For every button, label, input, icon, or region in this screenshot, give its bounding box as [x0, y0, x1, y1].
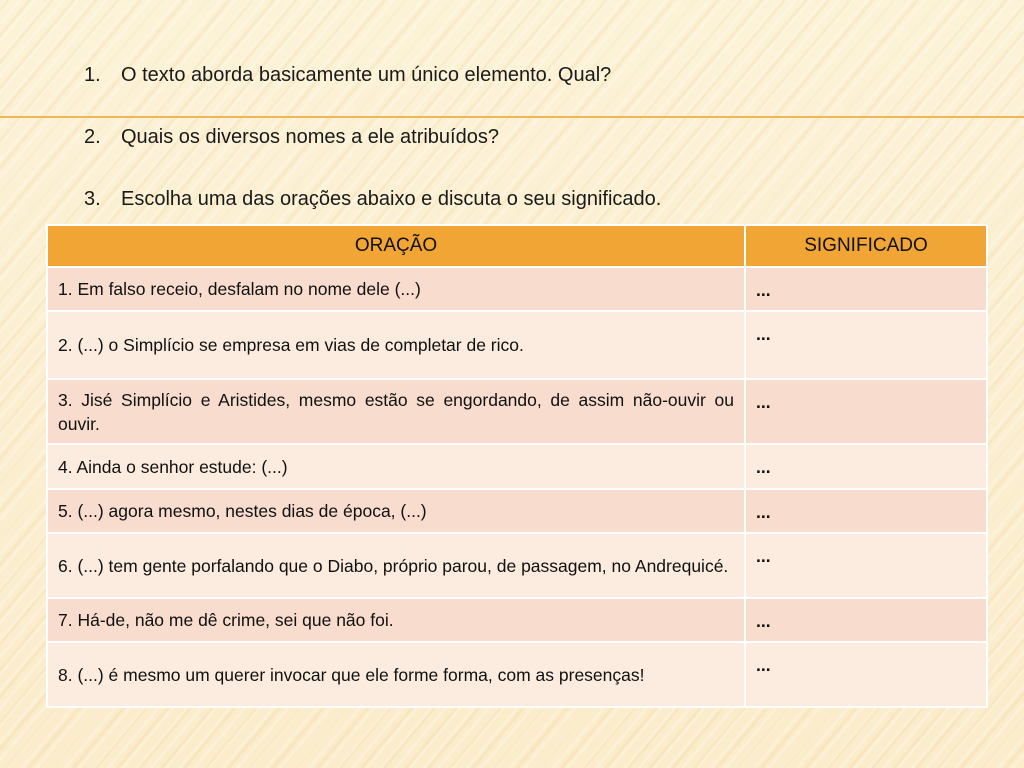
oracao-cell: 5. (...) agora mesmo, nestes dias de época, (...): [47, 489, 745, 533]
significado-cell: ...: [745, 642, 987, 707]
header-oracao: ORAÇÃO: [47, 225, 745, 267]
oracao-cell: 6. (...) tem gente porfalando que o Diabo, próprio parou, de passagem, no Andrequicé.: [47, 533, 745, 598]
table-header-row: [47, 225, 987, 267]
table-row: [47, 642, 987, 707]
table-row: [47, 533, 987, 598]
oracao-cell: 3. Jisé Simplício e Aristides, mesmo estão se engordando, de assim não-ouvir ou ouvir.: [47, 379, 745, 444]
significado-cell: ...: [745, 489, 987, 533]
question-number: 1.: [84, 64, 101, 86]
significado-cell: ...: [745, 444, 987, 489]
question-item: [84, 60, 661, 90]
significado-cell: ...: [745, 533, 987, 598]
table-row: [47, 311, 987, 379]
questions-list: [84, 60, 661, 246]
question-text: O texto aborda basicamente um único elemento. Qual?: [121, 64, 612, 86]
question-text: Quais os diversos nomes a ele atribuídos?: [121, 126, 499, 148]
oracao-cell: 2. (...) o Simplício se empresa em vias de completar de rico.: [47, 311, 745, 379]
table-row: [47, 444, 987, 489]
oracao-cell: 7. Há-de, não me dê crime, sei que não foi.: [47, 598, 745, 642]
table-row: [47, 598, 987, 642]
oracoes-table: [46, 224, 988, 708]
oracao-cell: 8. (...) é mesmo um querer invocar que ele forme forma, com as presenças!: [47, 642, 745, 707]
question-item: [84, 122, 661, 152]
question-number: 2.: [84, 126, 101, 148]
significado-cell: ...: [745, 379, 987, 444]
question-item: [84, 184, 661, 214]
question-number: 3.: [84, 188, 101, 210]
significado-cell: ...: [745, 598, 987, 642]
table-row: [47, 379, 987, 444]
oracao-cell: 4. Ainda o senhor estude: (...): [47, 444, 745, 489]
table-row: [47, 489, 987, 533]
table-row: [47, 267, 987, 311]
significado-cell: ...: [745, 311, 987, 379]
header-significado: SIGNIFICADO: [745, 225, 987, 267]
oracao-cell: 1. Em falso receio, desfalam no nome dele (...): [47, 267, 745, 311]
question-text: Escolha uma das orações abaixo e discuta o seu significado.: [121, 188, 662, 210]
significado-cell: ...: [745, 267, 987, 311]
